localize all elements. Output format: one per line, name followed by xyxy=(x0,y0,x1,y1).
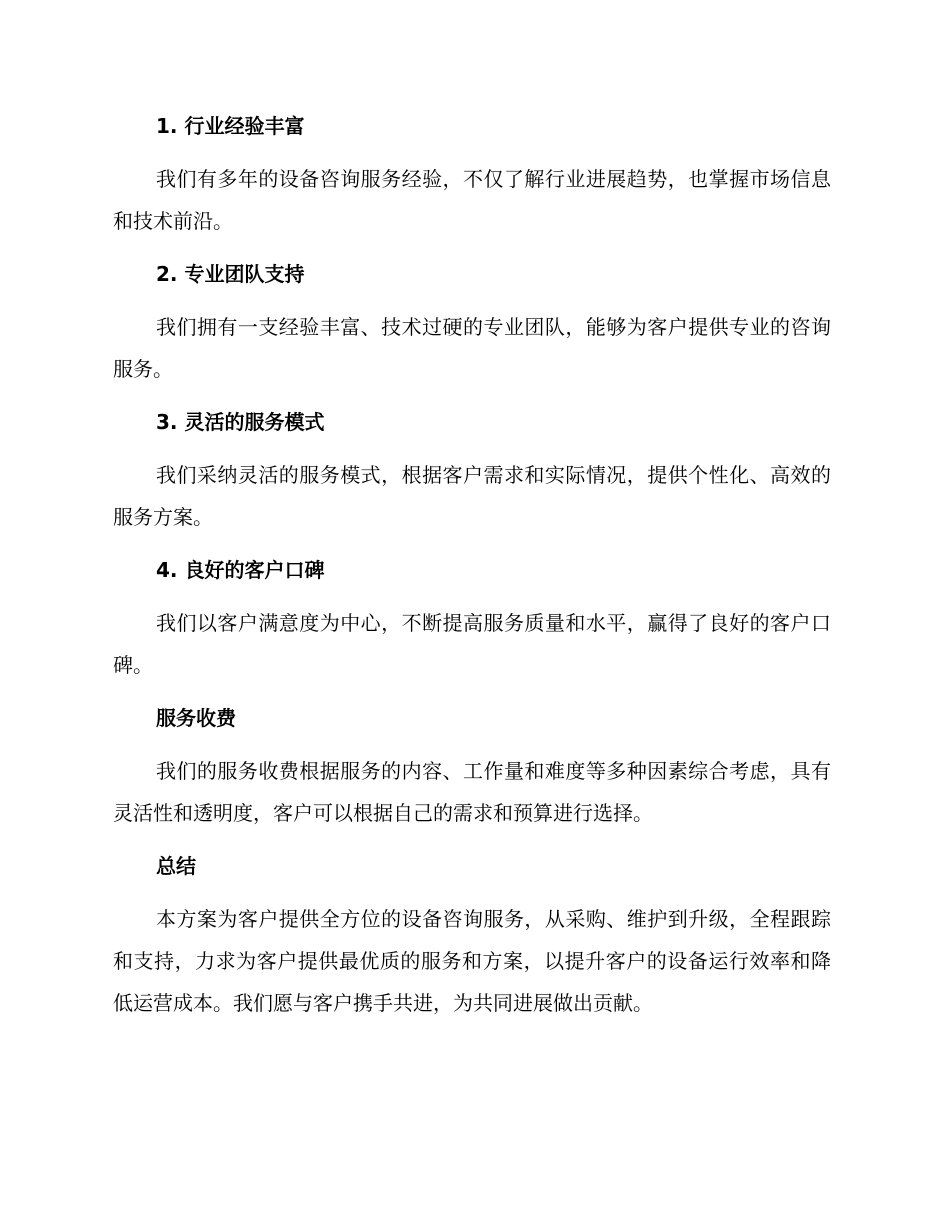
section-heading-reputation: 4. 良好的客户口碑 xyxy=(156,558,325,582)
document-page xyxy=(113,106,831,1024)
section-heading-experience: 1. 行业经验丰富 xyxy=(156,114,305,138)
section-body-reputation: 我们以客户满意度为中心，不断提高服务质量和水平，赢得了良好的客户口碑。 xyxy=(113,611,831,677)
section-body-summary: 本方案为客户提供全方位的设备咨询服务，从采购、维护到升级，全程跟踪和支持，力求为客户提供最优质的服务和方案，以提升客户的设备运行效率和降低运营成本。我们愿与客户携手共进，为共同进展做出贡献。 xyxy=(113,907,831,1015)
section-heading-team: 2. 专业团队支持 xyxy=(156,262,305,286)
section-heading-service-mode: 3. 灵活的服务模式 xyxy=(156,410,325,434)
section-body-experience: 我们有多年的设备咨询服务经验，不仅了解行业进展趋势，也掌握市场信息和技术前沿。 xyxy=(113,167,831,233)
section-heading-summary: 总结 xyxy=(156,854,196,878)
section-heading-fees: 服务收费 xyxy=(156,706,236,730)
section-body-team: 我们拥有一支经验丰富、技术过硬的专业团队，能够为客户提供专业的咨询服务。 xyxy=(113,315,831,381)
section-body-service-mode: 我们采纳灵活的服务模式，根据客户需求和实际情况，提供个性化、高效的服务方案。 xyxy=(113,463,831,529)
section-body-fees: 我们的服务收费根据服务的内容、工作量和难度等多种因素综合考虑，具有灵活性和透明度，客户可以根据自己的需求和预算进行选择。 xyxy=(113,759,831,825)
